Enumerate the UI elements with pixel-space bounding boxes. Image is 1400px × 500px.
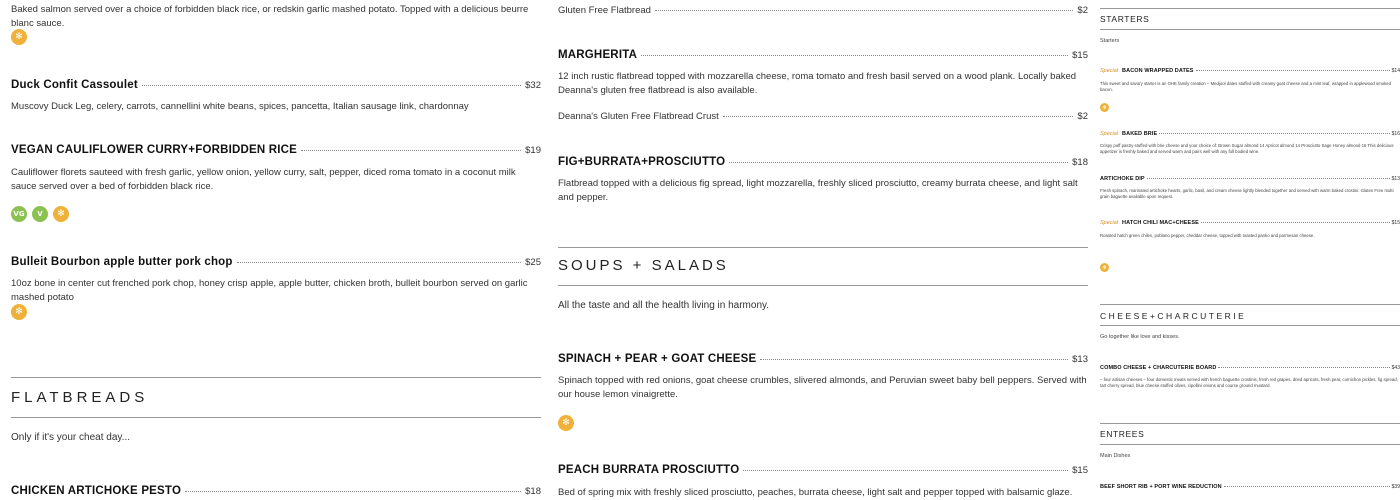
dietary-badges	[1100, 263, 1400, 272]
gluten-free-icon: ✻	[11, 29, 27, 45]
dietary-badges	[11, 304, 541, 320]
gluten-free-icon: ✻	[1100, 263, 1109, 272]
section-title-entrees: ENTREES	[1100, 429, 1145, 439]
menu-item-vegan-curry	[11, 144, 541, 156]
section-divider	[1100, 325, 1400, 326]
dietary-badges	[558, 415, 1088, 431]
item-name: COMBO CHEESE + CHARCUTERIE BOARD	[1100, 365, 1217, 371]
item-price: $39	[1391, 484, 1400, 490]
item-price: $15	[1391, 220, 1400, 226]
section-subtitle: All the taste and all the health living in harmony.	[558, 300, 770, 311]
section-subtitle: Go together like love and kisses.	[1100, 334, 1180, 340]
section-divider	[558, 285, 1088, 286]
menu-item-baked-brie	[1100, 131, 1400, 137]
item-name: ARTICHOKE DIP	[1100, 176, 1145, 182]
leader-dots	[1159, 133, 1389, 134]
section-subtitle: Main Dishes	[1100, 453, 1131, 459]
item-name: PEACH BURRATA PROSCIUTTO	[558, 464, 740, 476]
item-price: $25	[525, 257, 541, 268]
menu-item-peach-burrata	[558, 464, 1088, 476]
option-label: Gluten Free Flatbread	[558, 5, 651, 16]
item-name: BEEF SHORT RIB + PORT WINE REDUCTION	[1100, 484, 1222, 490]
item-name: CHICKEN ARTICHOKE PESTO	[11, 485, 182, 497]
leader-dots	[1147, 178, 1390, 179]
menu-option-gluten-free	[558, 5, 1088, 16]
leader-dots	[237, 262, 522, 263]
item-description: Spinach topped with red onions, goat cheese crumbles, slivered almonds, and Peruvian sweet baby bell peppers. Served with our house lemon vinaigrette.	[558, 375, 1087, 400]
item-description: Muscovy Duck Leg, celery, carrots, cannellini white beans, spices, pancetta, Italian sausage link, chardonnay	[11, 101, 469, 112]
menu-item-pork-chop	[11, 256, 541, 268]
gluten-free-icon: ✻	[1100, 103, 1109, 112]
vegan-icon: VG	[11, 206, 27, 222]
menu-item-artichoke-dip	[1100, 176, 1400, 182]
menu-item-duck-confit	[11, 79, 541, 91]
section-divider	[1100, 304, 1400, 305]
item-price: $43	[1391, 365, 1400, 371]
item-price: $18	[1072, 157, 1088, 168]
item-name: SPINACH + PEAR + GOAT CHEESE	[558, 353, 757, 365]
item-description: Crispy puff pastry stuffed with brie cheese and your choice of: Brown Sugar almond 14 Apricot almond 14 Prosciutto Sage Honey almond 16 This delicious appetizer is freshly baked and served warm and pairs well with any full bodied wine.	[1100, 143, 1394, 155]
item-price: $14	[1391, 68, 1400, 74]
section-divider	[558, 247, 1088, 248]
menu-option-deanna-crust	[558, 111, 1088, 122]
leader-dots	[723, 116, 1074, 117]
item-description: This sweet and savory starter is an OHE family creation – Medjool dates stuffed with creamy goat cheese and a mint leaf, wrapped in applewood smoked bacon.	[1100, 81, 1392, 93]
leader-dots	[743, 470, 1068, 471]
item-name: Duck Confit Cassoulet	[11, 79, 138, 91]
item-description: 12 inch rustic flatbread topped with mozzarella cheese, roma tomato and fresh basil served on a wood plank. Locally baked Deanna's gluten free flatbread is also available.	[558, 71, 1077, 96]
leader-dots	[1196, 70, 1390, 71]
leader-dots	[641, 55, 1068, 56]
section-divider	[1100, 423, 1400, 424]
item-price: $2	[1077, 111, 1088, 122]
item-price: $13	[1072, 354, 1088, 365]
gluten-free-icon: ✻	[53, 206, 69, 222]
special-label: Special	[1100, 220, 1119, 226]
section-divider	[1100, 29, 1400, 30]
menu-item-margherita	[558, 49, 1088, 61]
item-description: Roasted hatch green chiles, poblano pepper, cheddar cheese, topped with toasted panko and parmesan cheese.	[1100, 233, 1315, 238]
leader-dots	[1201, 222, 1390, 223]
item-description: – four artisan cheeses – four domestic meats served with french baguette crostinis, fresh red grapes, dried apricots, fresh pear, cornichon pickles, fig spread, tart cherry spread, blue cheese stuffed olives, cipollini onions and course ground mustard.	[1100, 377, 1398, 389]
menu-item-fig-burrata	[558, 156, 1088, 168]
menu-item-beef-short-rib	[1100, 484, 1400, 490]
leader-dots	[760, 359, 1068, 360]
item-name: Bulleit Bourbon apple butter pork chop	[11, 256, 233, 268]
dietary-badges	[11, 206, 541, 222]
item-price: $32	[525, 80, 541, 91]
section-title-starters: STARTERS	[1100, 14, 1150, 24]
menu-item-bacon-dates	[1100, 68, 1400, 74]
gluten-free-icon: ✻	[558, 415, 574, 431]
section-divider	[11, 377, 541, 378]
item-name: BACON WRAPPED DATES	[1122, 68, 1194, 74]
section-subtitle: Only if it's your cheat day...	[11, 432, 130, 443]
item-name: VEGAN CAULIFLOWER CURRY+FORBIDDEN RICE	[11, 144, 298, 156]
section-title-soups-salads: SOUPS + SALADS	[558, 257, 729, 274]
item-name: BAKED BRIE	[1122, 131, 1158, 137]
item-description: Bed of spring mix with freshly sliced prosciutto, peaches, burrata cheese, light salt and pepper topped with balsamic glaze.	[558, 487, 1073, 498]
leader-dots	[1224, 486, 1390, 487]
menu-item-spinach-pear	[558, 353, 1088, 365]
leader-dots	[142, 85, 521, 86]
item-price: $2	[1077, 5, 1088, 16]
section-title-flatbreads: FLATBREADS	[11, 389, 149, 406]
menu-item-chicken-artichoke	[11, 485, 541, 497]
leader-dots	[185, 491, 521, 492]
item-price: $16	[1391, 131, 1400, 137]
section-divider	[11, 417, 541, 418]
special-label: Special	[1100, 131, 1119, 137]
menu-item-hatch-chili-mac	[1100, 220, 1400, 226]
dietary-badges	[1100, 103, 1400, 112]
item-price: $18	[525, 486, 541, 497]
leader-dots	[729, 162, 1068, 163]
item-name: HATCH CHILI MAC+CHEESE	[1122, 220, 1199, 226]
item-name: FIG+BURRATA+PROSCIUTTO	[558, 156, 726, 168]
gluten-free-icon: ✻	[11, 304, 27, 320]
vegetarian-icon: V	[32, 206, 48, 222]
leader-dots	[655, 10, 1073, 11]
item-description: Baked salmon served over a choice of forbidden black rice, or redskin garlic mashed potato. Topped with a delicious beurre blanc sauce.	[11, 4, 529, 29]
section-title-cheese-charcuterie: CHEESE+CHARCUTERIE	[1100, 311, 1247, 321]
item-price: $15	[1072, 465, 1088, 476]
leader-dots	[1218, 367, 1389, 368]
item-description: 10oz bone in center cut frenched pork chop, honey crisp apple, apple butter, chicken broth, bulleit bourbon served on garlic mashed potato	[11, 278, 528, 303]
item-description: Flatbread topped with a delicious fig spread, light mozzarella, freshly sliced prosciutto, creamy burrata cheese, and light salt and pepper.	[558, 178, 1078, 203]
section-divider	[1100, 444, 1400, 445]
item-price: $13	[1391, 176, 1400, 182]
item-price: $15	[1072, 50, 1088, 61]
option-label: Deanna's Gluten Free Flatbread Crust	[558, 111, 719, 122]
special-label: Special	[1100, 68, 1119, 74]
dietary-badges	[11, 29, 541, 45]
item-description: Fresh spinach, marinated artichoke hearts, garlic, basil, and cream cheese lightly blended together and served with warm baked crostini. Gluten Free multi grain baguette available upon request.	[1100, 188, 1394, 200]
leader-dots	[301, 150, 521, 151]
item-name: MARGHERITA	[558, 49, 638, 61]
item-description: Cauliflower florets sauteed with fresh garlic, yellow onion, yellow curry, salt, pepper, diced roma tomato in a coconut milk sauce served over a bed of forbidden black rice.	[11, 167, 516, 192]
section-divider	[1100, 8, 1400, 9]
menu-item-combo-board	[1100, 365, 1400, 371]
item-price: $19	[525, 145, 541, 156]
section-subtitle: Starters	[1100, 38, 1120, 44]
